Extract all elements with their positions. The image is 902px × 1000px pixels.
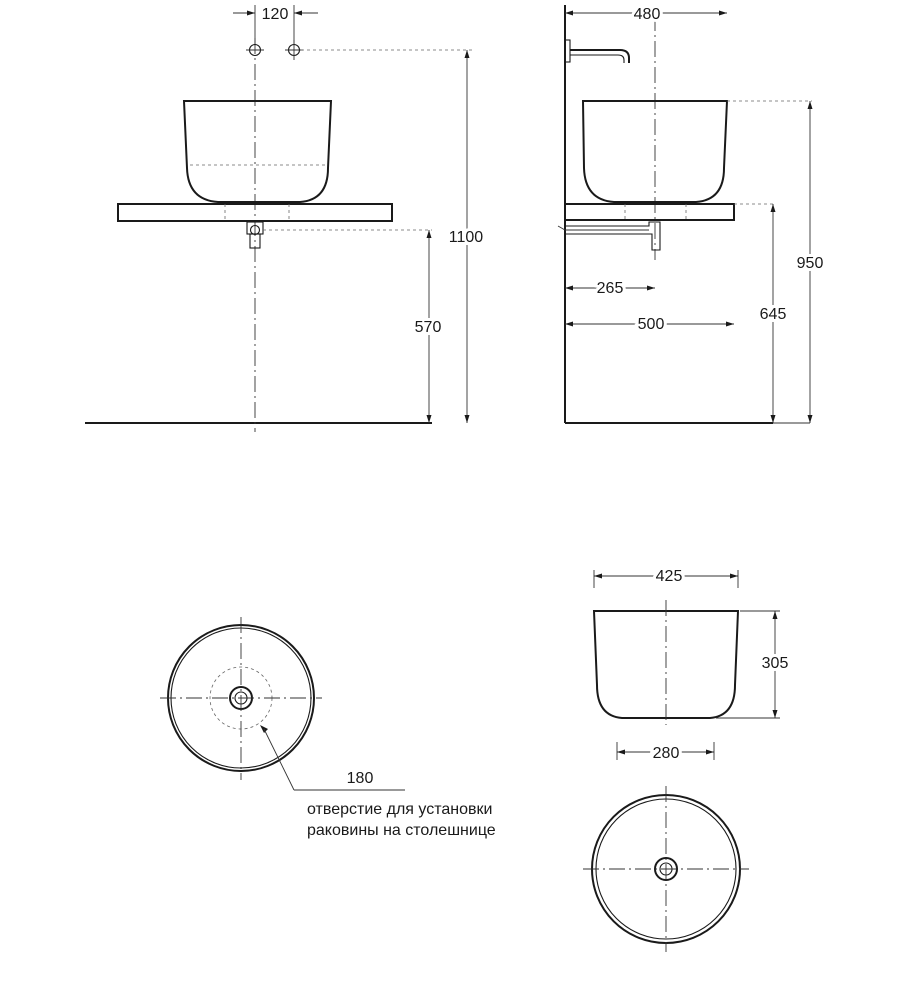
front-drain (247, 222, 263, 248)
side-drain (558, 222, 660, 250)
basin-top-view (583, 786, 749, 952)
dim-tap-spacing: 120 (261, 6, 289, 23)
wall-tap (565, 40, 629, 63)
dim-drain-height: 570 (414, 319, 442, 336)
front-view (85, 5, 483, 432)
side-view (558, 5, 823, 423)
dim-counter-height: 645 (759, 306, 787, 323)
dim-hole-diameter: 180 (346, 770, 374, 787)
front-basin (184, 101, 331, 202)
basin-elevation (594, 568, 788, 762)
dim-total-height: 1100 (448, 229, 484, 246)
dim-drain-projection: 265 (596, 280, 624, 297)
dim-base-width: 280 (652, 745, 680, 762)
dim-counter-depth: 500 (637, 316, 665, 333)
mounting-note-line2: раковины на столешнице (307, 822, 496, 839)
dim-basin-top-height: 950 (796, 255, 824, 272)
dim-basin-width: 425 (655, 568, 683, 585)
dim-tap-projection: 480 (633, 6, 661, 23)
side-countertop (565, 204, 734, 220)
mounting-note-line1: отверстие для установки (307, 801, 493, 818)
plan-view (160, 617, 496, 839)
dim-basin-height: 305 (761, 655, 789, 672)
